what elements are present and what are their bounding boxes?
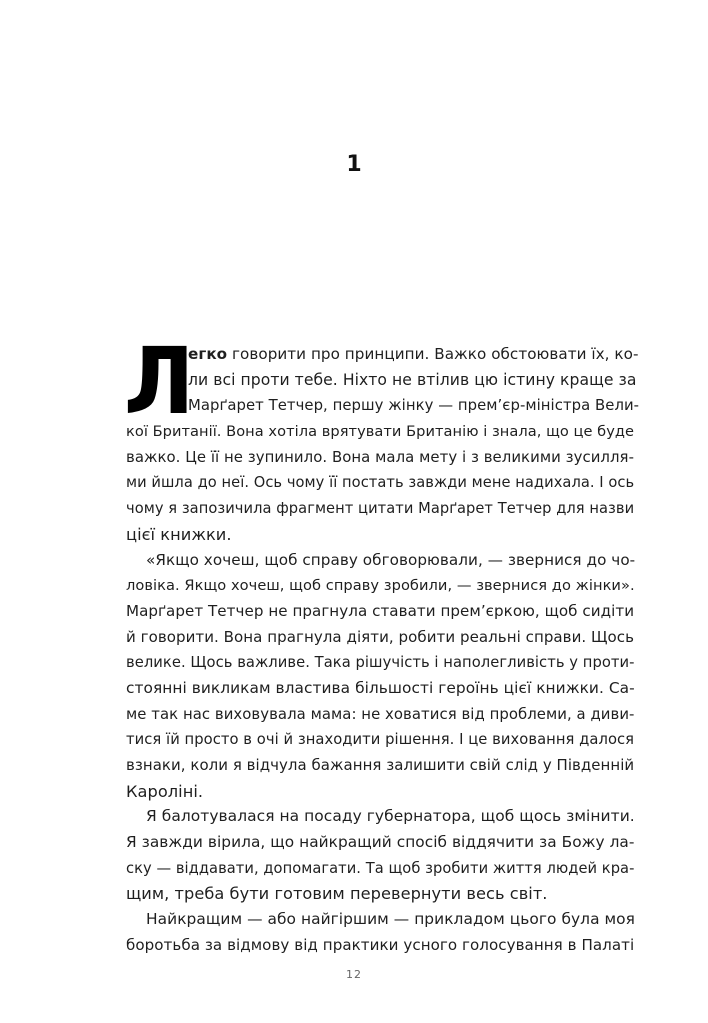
text-line: ми йшла до неї. Ось чому її постать завжди мене надихала. І ось [126, 474, 635, 492]
text-line: чому я запозичила фрагмент цитати Марґарет Тетчер для назви [126, 500, 635, 518]
text-line [126, 342, 639, 368]
text-line: Марґарет Тетчер, першу жінку — прем’єр-міністра Вели- [188, 396, 640, 415]
text-line: Я завжди вірила, що найкращий спосіб віддячити за Божу ла- [126, 833, 635, 852]
page-number: 12 [346, 968, 362, 981]
text-line: щим, треба бути готовим перевернути весь світ. [126, 884, 548, 904]
text-line: кої Британії. Вона хотіла врятувати Британію і знала, що це буде [126, 423, 635, 441]
text-line: ме так нас виховувала мама: не ховатися від проблеми, а диви- [126, 704, 635, 723]
chapter-number: 1 [346, 152, 362, 177]
text-line: ловіка. Якщо хочеш, щоб справу зробили, — звернися до жінки». [126, 577, 635, 595]
text-line: важко. Це її не зупинило. Вона мала мету і з великими зусилля- [126, 447, 634, 466]
text-line: й говорити. Вона прагнула діяти, робити реальні справи. Щось [126, 627, 635, 646]
text-line: цієї книжки. [126, 524, 232, 544]
text-line: стоянні викликам властива більшості героїнь цієї книжки. Са- [126, 678, 635, 697]
body-text [124, 328, 640, 959]
text-line: Я балотувалася на посаду губернатора, щоб щось змінити. [146, 807, 635, 826]
text-line: Марґарет Тетчер не прагнула ставати прем’єркою, щоб сидіти [126, 601, 635, 620]
text-line: боротьба за відмову від практики усного голосування в Палаті [126, 935, 635, 954]
text-line: Кароліні. [126, 781, 204, 801]
text-line-rest: говорити про принципи. Важко обстоювати їх, ко- [227, 345, 639, 363]
text-line: велике. Щось важливе. Така рішучість і наполегливість у проти- [126, 654, 635, 672]
drop-cap: Л [124, 328, 195, 435]
text-line: тися їй просто в очі й знаходити рішення. І це виховання далося [126, 731, 635, 749]
text-line: взнаки, коли я відчула бажання залишити свій слід у Південній [126, 756, 635, 774]
lead-word: егко [188, 345, 228, 363]
text-line: ли всі проти тебе. Ніхто не втілив цю істину краще за [188, 370, 637, 389]
text-line: Найкращим — або найгіршим — прикладом цього була моя [146, 910, 635, 929]
text-line: «Якщо хочеш, щоб справу обговорювали, — звернися до чо- [146, 550, 636, 569]
text-line: ску — віддавати, допомагати. Та щоб зробити життя людей кра- [126, 859, 635, 877]
